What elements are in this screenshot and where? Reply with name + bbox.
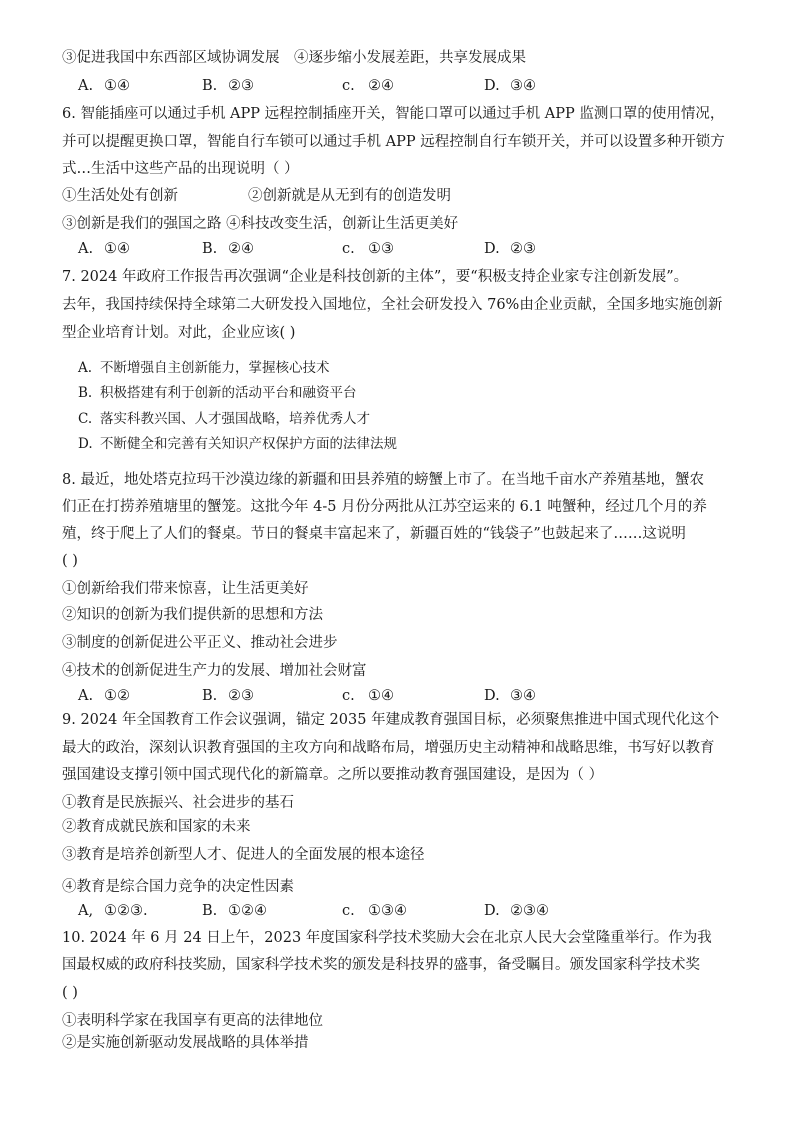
q8-option-d: D. ③④ (484, 688, 536, 704)
q9-stem-line-3: 强国建设支撑引领中国式现代化的新篇章。之所以要推动教育强国建设，是因为（ ） (62, 767, 604, 783)
q5-option-b: B. ②③ (202, 78, 254, 94)
q8-options (78, 686, 678, 706)
q7-choice-c: C. 落实科教兴国、人才强国战略，培养优秀人才 (78, 411, 370, 427)
q9-statement-2: ②教育成就民族和国家的未来 (62, 819, 251, 835)
q9-options (78, 901, 678, 921)
q7-stem-line-3: 型企业培育计划。对此，企业应该( ) (62, 325, 296, 341)
q6-options (78, 239, 678, 259)
q9-statement-4: ④教育是综合国力竞争的决定性因素 (62, 879, 294, 895)
q9-stem-line-2: 最大的政治，深刻认识教育强国的主攻方向和战略布局，增强历史主动精神和战略思维，书写好以教育 (62, 740, 715, 756)
emphasis-dot-char: 本 (381, 847, 396, 863)
q8-option-a: A. ①② (78, 688, 130, 704)
q9-option-b: B. ①②④ (202, 903, 267, 919)
q6-option-d: D. ②③ (484, 241, 536, 257)
q10-stem-line-2: 国最权威的政府科技奖励，国家科学技术奖的颁发是科技界的盛事，备受瞩目。颁发国家科学技术奖 (62, 957, 700, 973)
q7-choice-a: A. 不断增强自主创新能力，掌握核心技术 (78, 360, 330, 376)
q5-option-d: D. ③④ (484, 78, 536, 94)
q8-stem-line-3: 殖，终于爬上了人们的餐桌。节日的餐桌丰富起来了，新疆百姓的“钱袋子”也鼓起来了……这说明 (62, 526, 686, 542)
q9-statement-3: ③教育是培养创新型人才、促进人的全面发展的根本途径 (62, 847, 425, 863)
q8-statement-1: ①创新给我们带来惊喜，让生活更美好 (62, 581, 309, 597)
q9-option-c: c. ①③④ (342, 903, 407, 919)
q9-option-a: A, ①②③. (78, 903, 148, 919)
q9-statement-1: ①教育是民族振兴、社会进步的基石 (62, 795, 294, 811)
q7-choice-d: D. 不断健全和完善有关知识产权保护方面的法律法规 (78, 436, 397, 452)
q6-statement-2: ②创新就是从无到有的创造发明 (248, 188, 451, 204)
q10-stem-line-1: 10. 2024 年 6 月 24 日上午，2023 年度国家科学技术奖励大会在北京人民大会堂隆重举行。作为我 (62, 930, 712, 946)
q9-option-d: D. ②③④ (484, 903, 549, 919)
q7-choice-b: B. 积极搭建有利于创新的活动平台和融资平台 (78, 385, 357, 401)
q7-stem-line-1: 7. 2024 年政府工作报告再次强调“企业是科技创新的主体”，要“积极支持企业家专注创新发展”。 (62, 269, 689, 285)
q10-stem-line-3: ( ) (62, 985, 78, 1001)
q10-statement-2: ②是实施创新驱动发展战略的具体举措 (62, 1035, 309, 1051)
q8-statement-4: ④技术的创新促进生产力的发展、增加社会财富 (62, 663, 367, 679)
q8-statement-3: ③制度的创新促进公平正义、推动社会进步 (62, 635, 338, 651)
q8-statement-2: ②知识的创新为我们提供新的思想和方法 (62, 607, 323, 623)
q8-stem-line-1: 8. 最近，地处塔克拉玛干沙漠边缘的新疆和田县养殖的螃蟹上市了。在当地千亩水产养殖基地，蟹农 (62, 472, 704, 488)
q8-option-b: B. ②③ (202, 688, 254, 704)
q6-stem-line-2: 并可以提醒更换口罩，智能自行车锁可以通过手机 APP 远程控制自行车锁开关，并可以设置多种开锁方 (62, 134, 725, 150)
q5-option-c: c. ②④ (342, 78, 394, 94)
q5-options (78, 76, 678, 96)
q6-statement-1: ①生活处处有创新 (62, 188, 178, 204)
q8-stem-line-2: 们正在打捞养殖塘里的蟹笼。这批今年 4-5 月份分两批从江苏空运来的 6.1 吨蟹种，经过几个月的养 (62, 499, 707, 515)
q10-statement-1: ①表明科学家在我国享有更高的法律地位 (62, 1013, 323, 1029)
q6-option-a: A. ①④ (78, 241, 130, 257)
q6-option-b: B. ②④ (202, 241, 254, 257)
q8-option-c: c. ①④ (342, 688, 394, 704)
q8-stem-line-4: ( ) (62, 553, 78, 569)
q6-stem-line-1: 6. 智能插座可以通过手机 APP 远程控制插座开关，智能口罩可以通过手机 APP 监测口罩的使用情况， (62, 106, 725, 122)
q5-option-a: A. ①④ (78, 78, 130, 94)
q6-statement-3-4: ③创新是我们的强国之路 ④科技改变生活，创新让生活更美好 (62, 216, 459, 232)
q9-stem-line-1: 9. 2024 年全国教育工作会议强调，锚定 2035 年建成教育强国目标，必须聚焦推进中国式现代化这个 (62, 712, 720, 728)
q5-statement-line: ③促进我国中东西部区域协调发展 ④逐步缩小发展差距，共享发展成果 (62, 50, 526, 66)
q7-stem-line-2: 去年，我国持续保持全球第二大研发投入国地位，全社会研发投入 76%由企业贡献，全国多地实施创新 (62, 297, 723, 313)
q6-option-c: c. ①③ (342, 241, 394, 257)
q6-stem-line-3: 式…生活中这些产品的出现说明（ ） (62, 161, 299, 177)
